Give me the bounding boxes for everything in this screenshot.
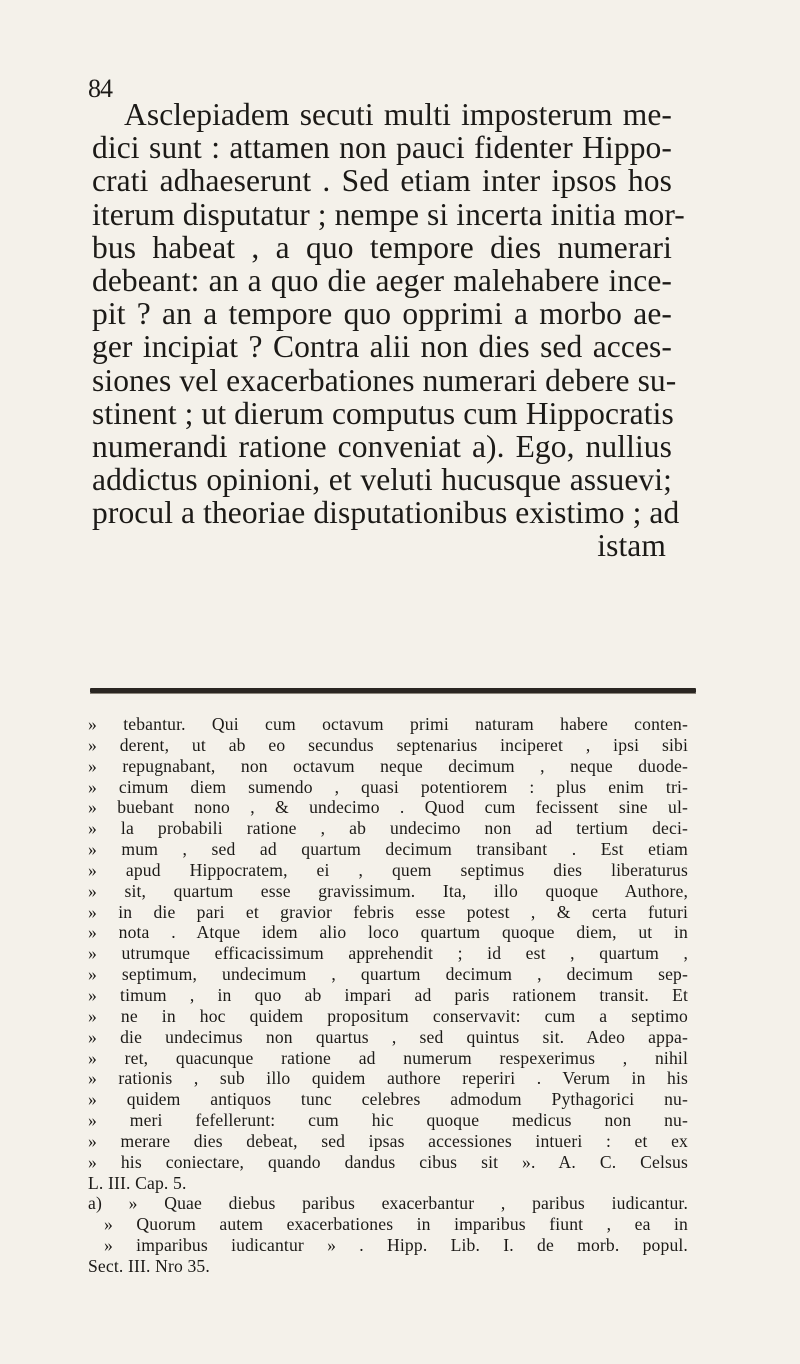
footnote-line: » die undecimus non quartus , sed quintus sit. Adeo appa- [88,1026,688,1047]
footnote-line: » la probabili ratione , ab undecimo non ad tertium deci- [88,818,688,839]
main-text-line: procul a theoriae disputationibus existimo ; ad [92,495,680,531]
main-text-line: debeant: an a quo die aeger malehabere ince- [92,262,672,298]
main-text-line: dici sunt : attamen non pauci fidenter Hippo- [92,130,672,166]
footnote-line: » tebantur. Qui cum octavum primi naturam habere conten- [88,714,688,734]
footnote-line: » merare dies debeat, sed ipsas accessiones intueri : et ex [88,1130,688,1151]
footnote-line: » Quorum autem exacerbationes in imparibus fiunt , ea in [104,1214,688,1235]
footnote-line: » timum , in quo ab impari ad paris rationem transit. Et [88,984,688,1005]
main-text-line: Asclepiadem secuti multi imposterum me- [124,97,672,132]
footnote-line: » septimum, undecimum , quartum decimum , decimum sep- [88,964,688,985]
footnote-line: » rationis , sub illo quidem authore reperiri . Verum in his [88,1068,688,1089]
main-text-line: numerandi ratione conveniat a). Ego, nullius [92,428,672,464]
footnote-line: » nota . Atque idem alio loco quartum quoque diem, ut in [88,922,688,943]
page-number: 84 [88,74,112,103]
footnote-line: » mum , sed ad quartum decimum transibant . Est etiam [88,839,688,860]
footnote-line: » ne in hoc quidem propositum conservavit: cum a septimo [88,1005,688,1026]
footnote-line: » sit, quartum esse gravissimum. Ita, illo quoque Authore, [88,880,688,901]
footnote-line: » his coniectare, quando dandus cibus sit ». A. C. Celsus [88,1151,688,1172]
footnote-line: » imparibus iudicantur » . Hipp. Lib. I. de morb. popul. [104,1235,688,1256]
footnote-separator-rule [90,688,696,693]
main-text-line: siones vel exacerbationes numerari debere su- [92,362,677,398]
footnote-line: a) » Quae diebus paribus exacerbantur , paribus iudicantur. [88,1193,688,1214]
main-text-line: stinent ; ut dierum computus cum Hippocratis [92,395,674,431]
catchword: istam [597,528,666,564]
main-text-line: addictus opinioni, et veluti hucusque assuevi; [92,462,672,498]
main-text-line: crati adhaeserunt . Sed etiam inter ipsos hos [92,163,672,199]
footnote-line: » quidem antiquos tunc celebres admodum Pythagorici nu- [88,1089,688,1110]
main-text [92,97,685,564]
main-text-line: ger incipiat ? Contra alii non dies sed acces- [92,329,672,365]
footnotes [88,714,688,1277]
footnote-line: » buebant nono , & undecimo . Quod cum fecissent sine ul- [88,797,688,818]
footnote-line: » cimum diem sumendo , quasi potentiorem : plus enim tri- [88,776,688,797]
footnote-line: » utrumque efficacissimum apprehendit ; id est , quartum , [88,943,688,964]
footnote-line: L. III. Cap. 5. [88,1172,187,1193]
footnote-line: Sect. III. Nro 35. [88,1255,210,1276]
footnote-line: » meri fefellerunt: cum hic quoque medicus non nu- [88,1110,688,1131]
main-text-line: iterum disputatur ; nempe si incerta initia mor- [92,196,685,232]
footnote-line: » repugnabant, non octavum neque decimum , neque duode- [88,755,688,776]
main-text-line: pit ? an a tempore quo opprimi a morbo ae- [92,296,672,332]
main-text-line: bus habeat , a quo tempore dies numerari [92,229,672,265]
footnote-line: » apud Hippocratem, ei , quem septimus dies liberaturus [88,859,688,880]
footnote-line: » derent, ut ab eo secundus septenarius inciperet , ipsi sibi [88,734,688,755]
footnote-line: » in die pari et gravior febris esse potest , & certa futuri [88,901,688,922]
footnote-line: » ret, quacunque ratione ad numerum respexerimus , nihil [88,1047,688,1068]
